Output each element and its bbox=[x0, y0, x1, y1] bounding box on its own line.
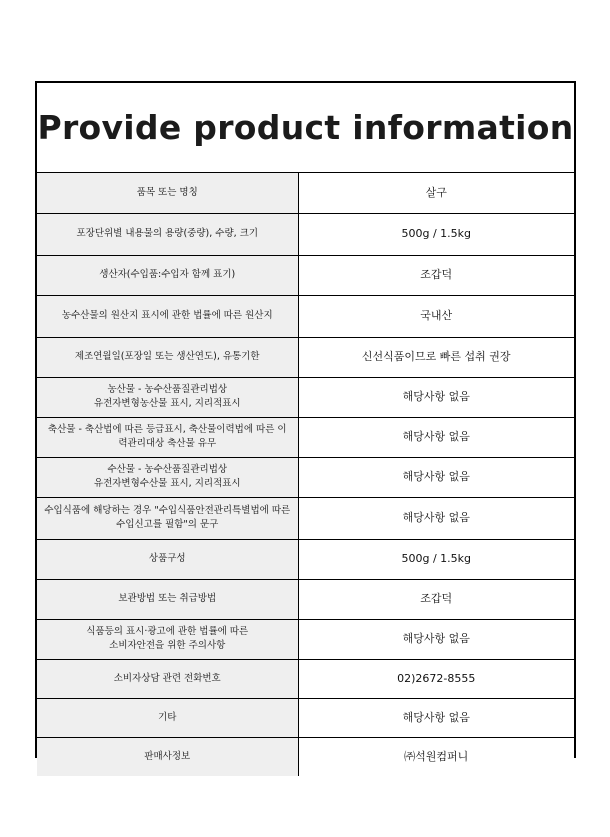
title-cell bbox=[37, 83, 574, 173]
table-row bbox=[37, 457, 574, 497]
row-value: 해당사항 없음 bbox=[298, 417, 574, 457]
table-row bbox=[37, 173, 574, 213]
table-row bbox=[37, 417, 574, 457]
row-label: 상품구성 bbox=[37, 539, 298, 579]
row-label: 판매사정보 bbox=[37, 737, 298, 776]
row-label: 제조연월일(포장일 또는 생산연도), 유통기한 bbox=[37, 337, 298, 377]
row-label: 수산물 - 농수산품질관리법상 유전자변형수산물 표시, 지리적표시 bbox=[37, 457, 298, 497]
row-value: 신선식품이므로 빠른 섭취 권장 bbox=[298, 337, 574, 377]
row-value: ㈜석원컴퍼니 bbox=[298, 737, 574, 776]
row-label: 농수산물의 원산지 표시에 관한 법률에 따른 원산지 bbox=[37, 295, 298, 337]
row-value: 해당사항 없음 bbox=[298, 377, 574, 417]
row-value: 500g / 1.5kg bbox=[298, 539, 574, 579]
row-label: 소비자상담 관련 전화번호 bbox=[37, 659, 298, 698]
row-value: 해당사항 없음 bbox=[298, 619, 574, 659]
table-row bbox=[37, 213, 574, 255]
row-label: 기타 bbox=[37, 698, 298, 737]
row-value: 조갑덕 bbox=[298, 255, 574, 295]
row-value: 살구 bbox=[298, 173, 574, 213]
row-value: 해당사항 없음 bbox=[298, 497, 574, 539]
table-row bbox=[37, 497, 574, 539]
row-value: 국내산 bbox=[298, 295, 574, 337]
row-label: 축산물 - 축산법에 따른 등급표시, 축산물이력법에 따른 이 력관리대상 축산물 유무 bbox=[37, 417, 298, 457]
row-label: 포장단위별 내용물의 용량(중량), 수량, 크기 bbox=[37, 213, 298, 255]
row-value: 해당사항 없음 bbox=[298, 457, 574, 497]
row-label: 보관방법 또는 취급방법 bbox=[37, 579, 298, 619]
table-row bbox=[37, 377, 574, 417]
table-row bbox=[37, 539, 574, 579]
table-row bbox=[37, 619, 574, 659]
row-value: 500g / 1.5kg bbox=[298, 213, 574, 255]
row-label: 품목 또는 명칭 bbox=[37, 173, 298, 213]
row-value: 해당사항 없음 bbox=[298, 698, 574, 737]
table-row bbox=[37, 737, 574, 776]
table-row bbox=[37, 579, 574, 619]
row-label: 식품등의 표시·광고에 관한 법률에 따른 소비자안전을 위한 주의사항 bbox=[37, 619, 298, 659]
row-value: 조갑덕 bbox=[298, 579, 574, 619]
table-row bbox=[37, 698, 574, 737]
table-row bbox=[37, 337, 574, 377]
row-label: 생산자(수입품:수입자 함께 표기) bbox=[37, 255, 298, 295]
row-label: 농산물 - 농수산품질관리법상 유전자변형농산물 표시, 지리적표시 bbox=[37, 377, 298, 417]
table-row bbox=[37, 255, 574, 295]
row-label: 수입식품에 해당하는 경우 "수입식품안전관리특별법에 따른 수입신고를 필함"의 문구 bbox=[37, 497, 298, 539]
product-info-table bbox=[37, 173, 574, 776]
page-title: Provide product information bbox=[37, 108, 574, 147]
product-info-sheet bbox=[35, 81, 576, 763]
table-row bbox=[37, 659, 574, 698]
row-value: 02)2672-8555 bbox=[298, 659, 574, 698]
table-row bbox=[37, 295, 574, 337]
